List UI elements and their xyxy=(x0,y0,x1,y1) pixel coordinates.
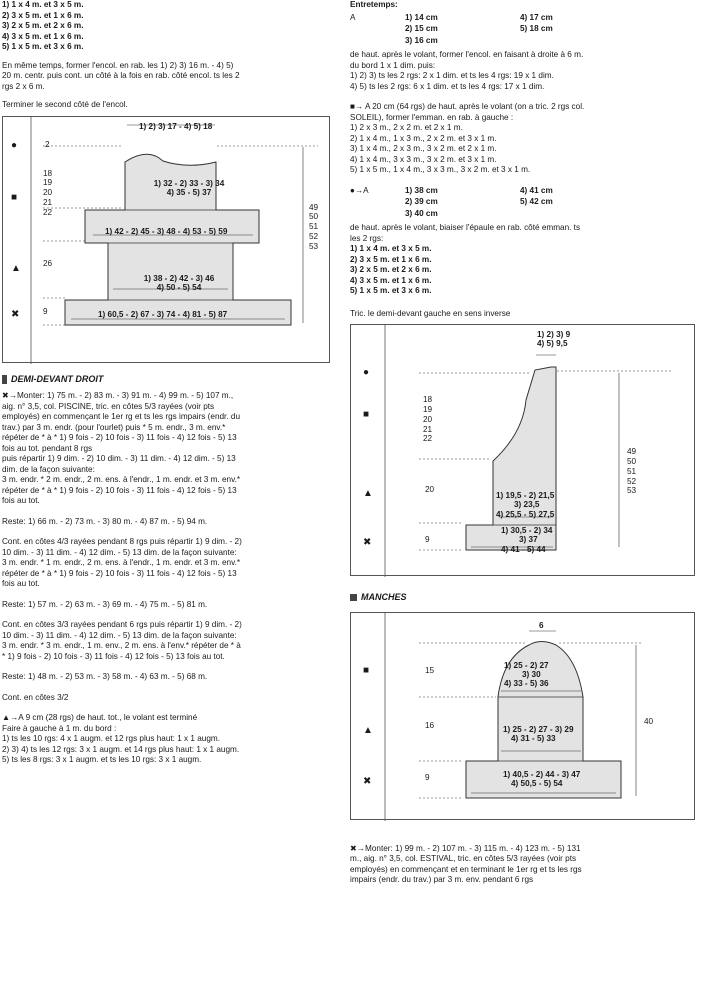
triangle-icon: ▲ xyxy=(11,262,21,274)
square-icon: ■ xyxy=(363,409,370,420)
circle-icon: ● xyxy=(363,367,370,378)
remaining-3: Reste: 1) 48 m. - 2) 53 m. - 3) 58 m. - 4) 63 m. - 5) 68 m. xyxy=(2,672,208,682)
sleeve-cast-on-paragraph: ✖→Monter: 1) 99 m. - 2) 107 m. - 3) 115 m. - 4) 123 m. - 5) 131 m., aig. n° 3,5, col. ESTIVAL, tric. en côtes 5/3 rayées (voir pts employés) en commençant et en terminant le 1er rg et ts les rgs impairs (endr. du trav.) par 3 m. env. pendant 6 rgs xyxy=(350,843,582,885)
neck-width-label: 1) 2) 3) 17 - 4) 5) 18 xyxy=(139,121,213,131)
shoulder-paragraph: de haut. après le volant, biaiser l'épaule en rab. côté emman. ts les 2 rgs: 1) 1 x 4 m. et 3 x 5 m. 2) 3 x 5 m. et 1 x 6 m. 3) 2 x 5 m. et 2 x 6 m. 4) 3 x 5 m. et 1 x 6 m. 5) 1 x 5 m. et 3 x 6 m. xyxy=(350,223,581,295)
reverse-note: Tric. le demi-devant gauche en sens inverse xyxy=(350,308,511,318)
same-time-paragraph: En même temps, former l'encol. en rab. les 1) 2) 3) 16 m. - 4) 5) 20 m. centr. puis cont. un côté à la fois en rab. côté encol. ts les 2 rgs 2 x 6 m. xyxy=(2,60,240,91)
remaining-1: Reste: 1) 66 m. - 2) 73 m. - 3) 80 m. - 4) 87 m. - 5) 94 m. xyxy=(2,516,208,526)
left-column xyxy=(2,0,332,771)
front-height-label-stack: 49 50 51 52 53 xyxy=(627,447,637,496)
sleeve-upper-label: 1) 25 - 2) 27 - 3) 29 4) 31 - 5) 33 xyxy=(503,724,574,743)
back-schematic-drawing xyxy=(3,117,331,364)
chest-width-label: 1) 42 - 2) 45 - 3) 48 - 4) 53 - 5) 59 xyxy=(105,226,228,236)
front-row-label-stack: 18 19 20 21 22 xyxy=(423,395,433,444)
continue-paragraph-1: Cont. en côtes 4/3 rayées pendant 8 rgs puis répartir 1) 9 dim. - 2) 10 dim. - 3) 11 dim. - 4) 12 dim. - 5) 13 dim. de la façon suivante: 3 m. endr. * 1 m. endr., 2 m. ens. à l'endr., 1 m. endr. et 3 m. env.* répéter de * à * 1) 9 fois - 2) 10 fois - 3) 11 fois - 4) 12 fois - 5) 13 fois au tot. xyxy=(2,537,242,589)
section-title-sleeves: MANCHES xyxy=(350,592,695,604)
hem-width-label: 1) 60,5 - 2) 67 - 3) 74 - 4) 81 - 5) 87 xyxy=(98,309,228,319)
neckline-paragraph: de haut. après le volant, former l'encol. en faisant à droite à 6 m. du bord 1 x 1 dim. puis: 1) 2) 3) ts les 2 rgs: 2 x 1 dim. et ts les 4 rgs: 19 x 1 dim. 4) 5) ts les 2 rgs: 6 x 1 dim. et ts les 4 rgs: 17 x 1 dim. xyxy=(350,50,584,91)
meanwhile-table: A 1) 14 cm 4) 17 cm 2) 15 cm 5) 18 cm 3) 16 cm xyxy=(350,12,553,45)
front-chest-label: 1) 19,5 - 2) 21,5 3) 23,5 4) 25,5 - 5) 27,5 xyxy=(496,491,555,519)
shoulder-width-label: 1) 32 - 2) 33 - 3) 34 4) 35 - 5) 37 xyxy=(153,178,225,197)
circle-icon: ● xyxy=(11,139,18,151)
finish-paragraph: Terminer le second côté de l'encol. xyxy=(2,100,128,109)
triangle-icon: ▲ xyxy=(363,724,373,736)
shoulder-decreases-list: 1) 1 x 4 m. et 3 x 5 m. 2) 3 x 5 m. et 1 x 6 m. 3) 2 x 5 m. et 2 x 6 m. 4) 3 x 5 m. et 1 x 6 m. 5) 1 x 5 m. et 3 x 6 m. xyxy=(2,0,84,51)
increase-paragraph: ▲→A 9 cm (28 rgs) de haut. tot., le volant est terminé Faire à gauche à 1 m. du bord : 1) ts les 10 rgs: 4 x 1 augm. et 12 rgs plus haut: 1 x 1 augm. 2) 3) 4) ts les 12 rgs: 3 x 1 augm. et 14 rgs plus haut: 1 x 1 augm. 5) ts les 8 rgs: 3 x 1 augm. et ts les 10 rgs: 3 x 1 augm. xyxy=(2,713,240,765)
cross-icon: ✖ xyxy=(363,775,372,787)
sleeve-cap-label: 1) 25 - 2) 27 3) 30 4) 33 - 5) 36 xyxy=(504,660,549,689)
front-schematic: 1) 2) 3) 9 4) 5) 9,5 ● ■ ▲ ✖ 18 19 20 21 22 20 9 49 50 51 52 53 1) 19,5 - 2) 21,5 3) 23,5 4) 25,5 - 5) 27,5 1) 30,5 - 2) 34 3) 37 4) 41 - 5) 44 xyxy=(350,324,695,576)
sleeve-cuff-label: 1) 40,5 - 2) 44 - 3) 47 4) 50,5 - 5) 54 xyxy=(503,769,581,788)
sleeve-schematic: 6 ■ ▲ ✖ 15 16 9 40 1) 25 - 2) 27 3) 30 4) 33 - 5) 36 1) 25 - 2) 27 - 3) 29 4) 31 - 5) 33 1) 40,5 - 2) 44 - 3) 47 4) 50,5 - 5) 54 xyxy=(350,612,695,820)
armhole-paragraph: ■→ A 20 cm (64 rgs) de haut. après le volant (on a tric. 2 rgs col. SOLEIL), former l'emman. en rab. à gauche : 1) 2 x 3 m., 2 x 2 m. et 2 x 1 m. 2) 1 x 4 m., 1 x 3 m., 2 x 2 m. et 3 x 1 m. 3) 1 x 4 m., 2 x 3 m., 3 x 2 m. et 2 x 1 m. 4) 1 x 4 m., 3 x 3 m., 3 x 2 m. et 3 x 1 m. 5) 1 x 5 m., 1 x 4 m., 3 x 3 m., 3 x 2 m. et 3 x 1 m. xyxy=(350,102,585,174)
sleeve-top-label: 6 xyxy=(539,620,544,630)
height-label-stack: 49 50 51 52 53 xyxy=(309,202,319,251)
back-schematic: 1) 2) 3) 17 - 4) 5) 18 ● ■ ▲ ✖ 2 18 19 20 21 22 26 9 49 50 51 52 53 1) 32 - 2) 33 - 3) 34 4) 35 - 5) 37 1) 42 - 2) 45 - 3) 48 - 4) 53 - 5) 59 1) 38 - 2) 42 - 3) 46 4) 50 - 5) 54 1) 60,5 - 2) 67 - 3) 74 - 4) 81 - 5) 87 xyxy=(2,116,330,363)
continue-paragraph-2: Cont. en côtes 3/3 rayées pendant 6 rgs puis répartir 1) 9 dim. - 2) 10 dim. - 3) 11 dim. - 4) 12 dim. - 5) 13 dim. de la façon suivante: 3 m. endr. * 3 m. endr., 1 m. env., 2 m. ens. à l'env.* répéter de * à * 1) 9 fois - 2) 10 fois - 3) 11 fois - 4) 12 fois - 5) 13 fois au tot. xyxy=(2,620,242,661)
cross-icon: ✖ xyxy=(11,308,20,320)
cast-on-paragraph: ✖→Monter: 1) 75 m. - 2) 83 m. - 3) 91 m. - 4) 99 m. - 5) 107 m., aig. n° 3,5, col. PISCINE, tric. en côtes 5/3 rayées (voir pts employés) en commençant le 1er rg et ts les rgs impairs (endr. du trav.) par 3 m. endr. (pour l'ourlet) puis * 5 m. endr., 3 m. env.* répéter de * à * 1) 9 fois - 2) 10 fois - 3) 11 fois - 4) 12 fois - 5) 13 fois au tot. pendant 8 rgs puis répartir 1) 9 dim. - 2) 10 dim. - 3) 11 dim. - 4) 12 dim. - 5) 13 dim. de la façon suivante: 3 m. endr. * 2 m. endr., 2 m. ens. à l'endr., 1 m. endr. et 3 m. env.* répéter de * à * 1) 9 fois - 2) 10 fois - 3) 11 fois - 4) 12 fois - 5) 13 fois au tot. xyxy=(2,391,241,506)
cross-icon: ✖ xyxy=(363,537,372,548)
continue-paragraph-3: Cont. en côtes 3/2 xyxy=(2,692,69,702)
front-hem-label: 1) 30,5 - 2) 34 3) 37 4) 41 - 5) 44 xyxy=(501,526,553,554)
front-neck-label: 1) 2) 3) 9 4) 5) 9,5 xyxy=(537,330,571,349)
row-label-stack: 18 19 20 21 22 xyxy=(43,168,53,217)
section-title-right-front: DEMI-DEVANT DROIT xyxy=(2,374,332,386)
sleeve-height-label: 40 xyxy=(644,716,654,726)
triangle-icon: ▲ xyxy=(363,488,373,499)
right-column xyxy=(350,0,695,891)
square-icon: ■ xyxy=(363,664,370,676)
shoulder-height-table: ●→A 1) 38 cm 4) 41 cm 2) 39 cm 5) 42 cm 3) 40 cm xyxy=(350,185,553,218)
waist-width-label: 1) 38 - 2) 42 - 3) 46 4) 50 - 5) 54 xyxy=(143,273,215,292)
meanwhile-title: Entretemps: xyxy=(350,0,398,9)
remaining-2: Reste: 1) 57 m. - 2) 63 m. - 3) 69 m. - 4) 75 m. - 5) 81 m. xyxy=(2,599,208,609)
square-icon: ■ xyxy=(11,191,18,203)
section-marker-icon xyxy=(2,375,7,384)
section-marker-icon xyxy=(350,594,357,601)
